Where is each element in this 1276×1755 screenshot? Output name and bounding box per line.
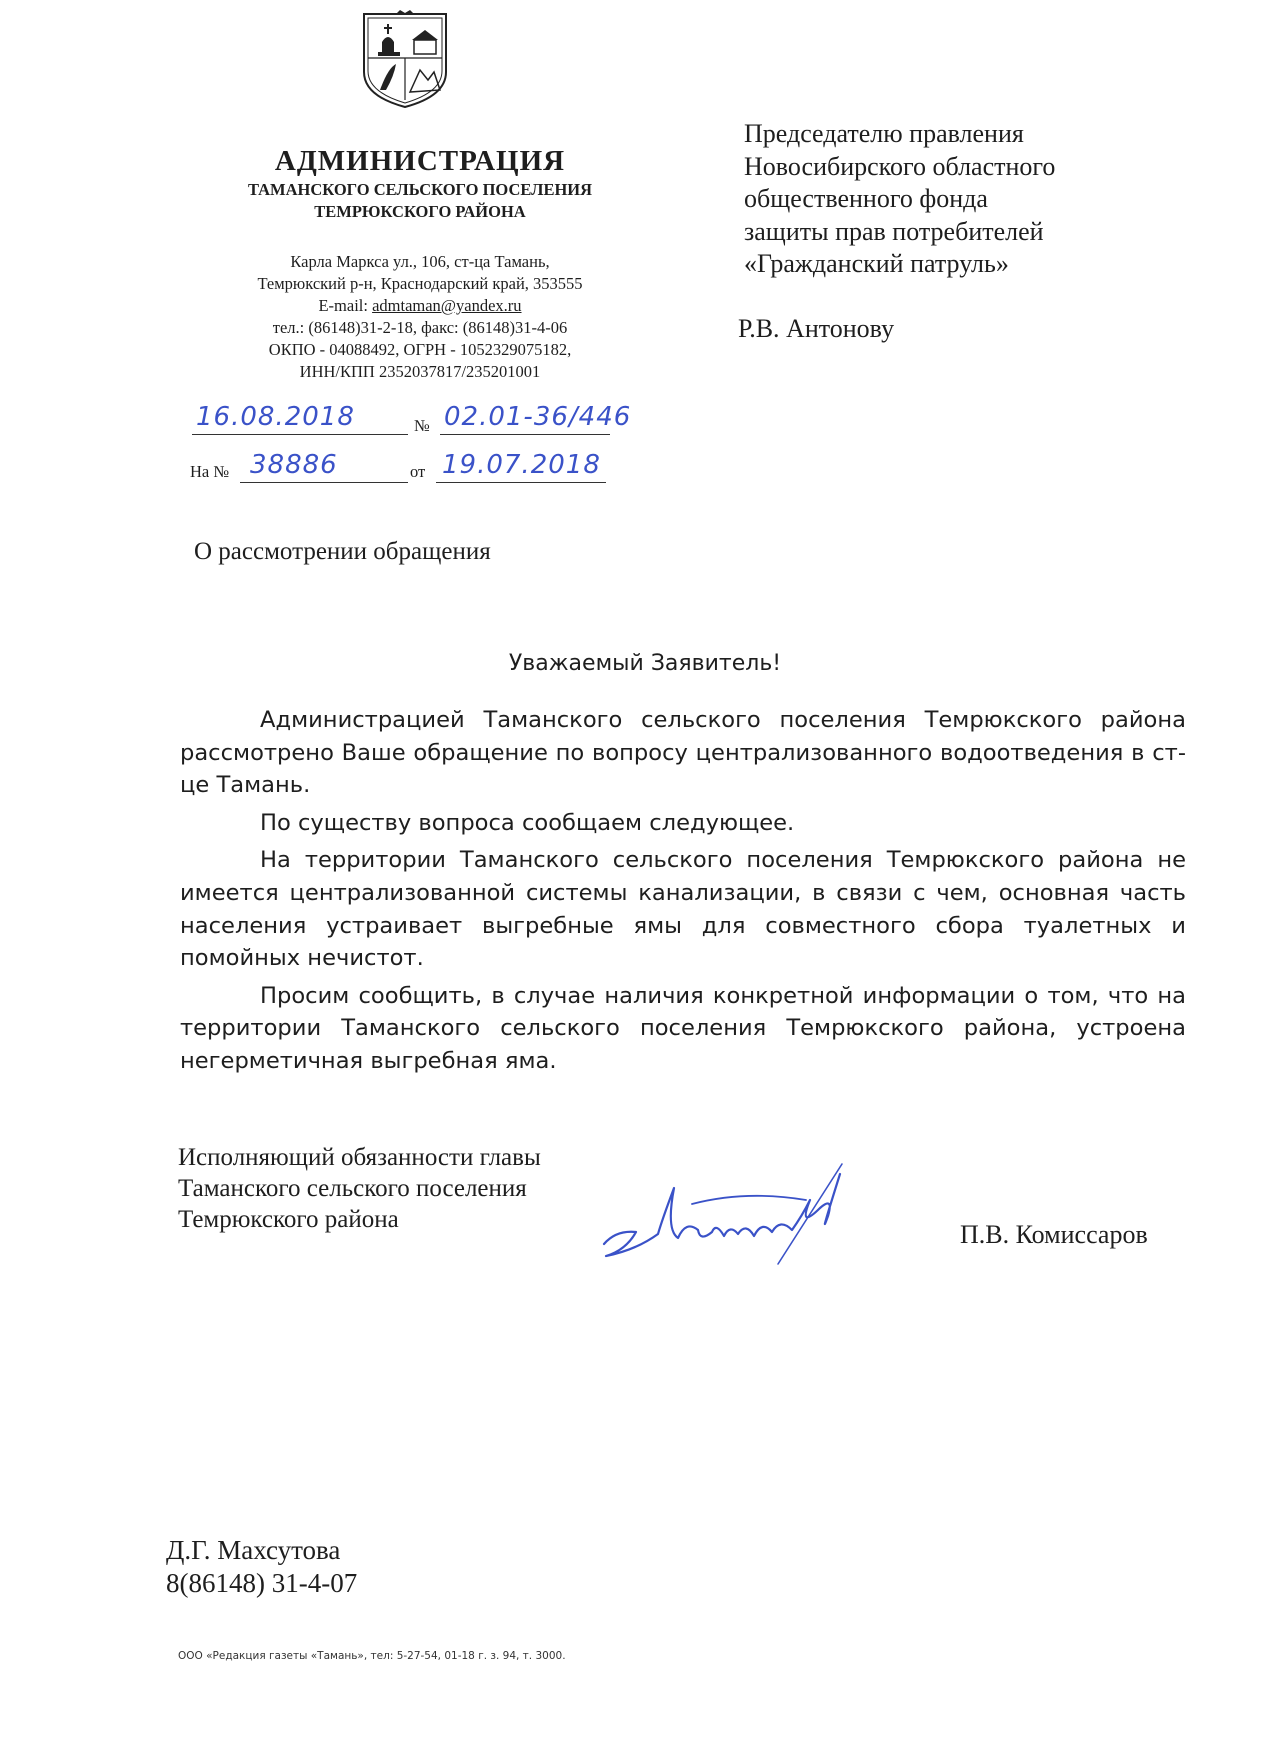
executor-phone: 8(86148) 31-4-07	[166, 1568, 358, 1598]
organization-subtitle-line-2: ТЕМРЮКСКОГО РАЙОНА	[314, 202, 526, 221]
greeting: Уважаемый Заявитель!	[508, 651, 782, 676]
email-line	[180, 296, 660, 316]
recipient-line-4: защиты прав потребителей	[744, 216, 1044, 246]
reference-date: 19.07.2018	[442, 450, 601, 480]
printer-footer: ООО «Редакция газеты «Тамань», тел: 5-27-54, 01-18 г. з. 94, т. 3000.	[178, 1650, 566, 1662]
letter-body	[180, 704, 1186, 1083]
reference-date-underline	[436, 482, 606, 483]
letter-number: 02.01-36/446	[444, 402, 632, 432]
letter-number-label: №	[414, 416, 430, 435]
address-line-1: Карла Маркса ул., 106, ст-ца Тамань,	[290, 252, 550, 271]
body-paragraph-3: На территории Таманского сельского поселения Темрюкского района не имеется централизованной системы канализации, в связи с чем, основная часть населения устраивает выгребные ямы для совместного сбора туалетных и помойных нечистот.	[180, 847, 1186, 972]
reference-from-label: от	[410, 462, 426, 481]
date-underline	[192, 434, 408, 435]
address-line-2: Темрюкский р-н, Краснодарский край, 353555	[257, 274, 583, 293]
body-paragraph-1: Администрацией Таманского сельского поселения Темрюкского района рассмотрено Ваше обращение по вопросу централизованного водоотведения в ст-це Тамань.	[180, 707, 1186, 799]
body-paragraph-4: Просим сообщить, в случае наличия конкретной информации о том, что на территории Таманского сельского поселения Темрюкского района, устроена негерметичная выгребная яма.	[180, 982, 1186, 1074]
signatory-title-line-3: Темрюкского района	[178, 1206, 399, 1233]
signatory-title-line-2: Таманского сельского поселения	[178, 1175, 527, 1202]
okpo-line: ОКПО - 04088492, ОГРН - 1052329075182,	[268, 340, 572, 359]
signatory-name: П.В. Комиссаров	[960, 1220, 1148, 1249]
number-underline	[440, 434, 610, 435]
executor-name: Д.Г. Махсутова	[166, 1535, 341, 1565]
letter-subject: О рассмотрении обращения	[194, 538, 491, 565]
signatory-title	[178, 1142, 618, 1235]
recipient-line-2: Новосибирского областного	[744, 151, 1056, 181]
signatory-title-line-1: Исполняющий обязанности главы	[178, 1144, 541, 1171]
email-label: E-mail:	[318, 296, 373, 315]
recipient-line-3: общественного фонда	[744, 184, 988, 213]
reference-underline	[240, 482, 408, 483]
executor-block	[166, 1534, 357, 1600]
recipient-block	[744, 118, 1184, 281]
letter-date: 16.08.2018	[196, 402, 355, 432]
recipient-line-1: Председателю правления	[744, 119, 1024, 148]
recipient-line-5: «Гражданский патруль»	[744, 249, 1009, 278]
handwritten-signature-icon	[596, 1160, 896, 1280]
email-link[interactable]: admtaman@yandex.ru	[372, 296, 522, 315]
recipient-name: Р.В. Антонову	[738, 314, 895, 343]
organization-title: АДМИНИСТРАЦИЯ	[274, 145, 566, 177]
body-paragraph-2: По существу вопроса сообщаем следующее.	[260, 809, 795, 836]
reference-number: 38886	[250, 450, 338, 480]
phone-line: тел.: (86148)31-2-18, факс: (86148)31-4-06	[272, 318, 568, 337]
reference-label: На №	[190, 462, 230, 481]
coat-of-arms-icon	[358, 10, 452, 110]
inn-line: ИНН/КПП 2352037817/235201001	[299, 362, 541, 381]
organization-subtitle-line-1: ТАМАНСКОГО СЕЛЬСКОГО ПОСЕЛЕНИЯ	[247, 180, 593, 199]
